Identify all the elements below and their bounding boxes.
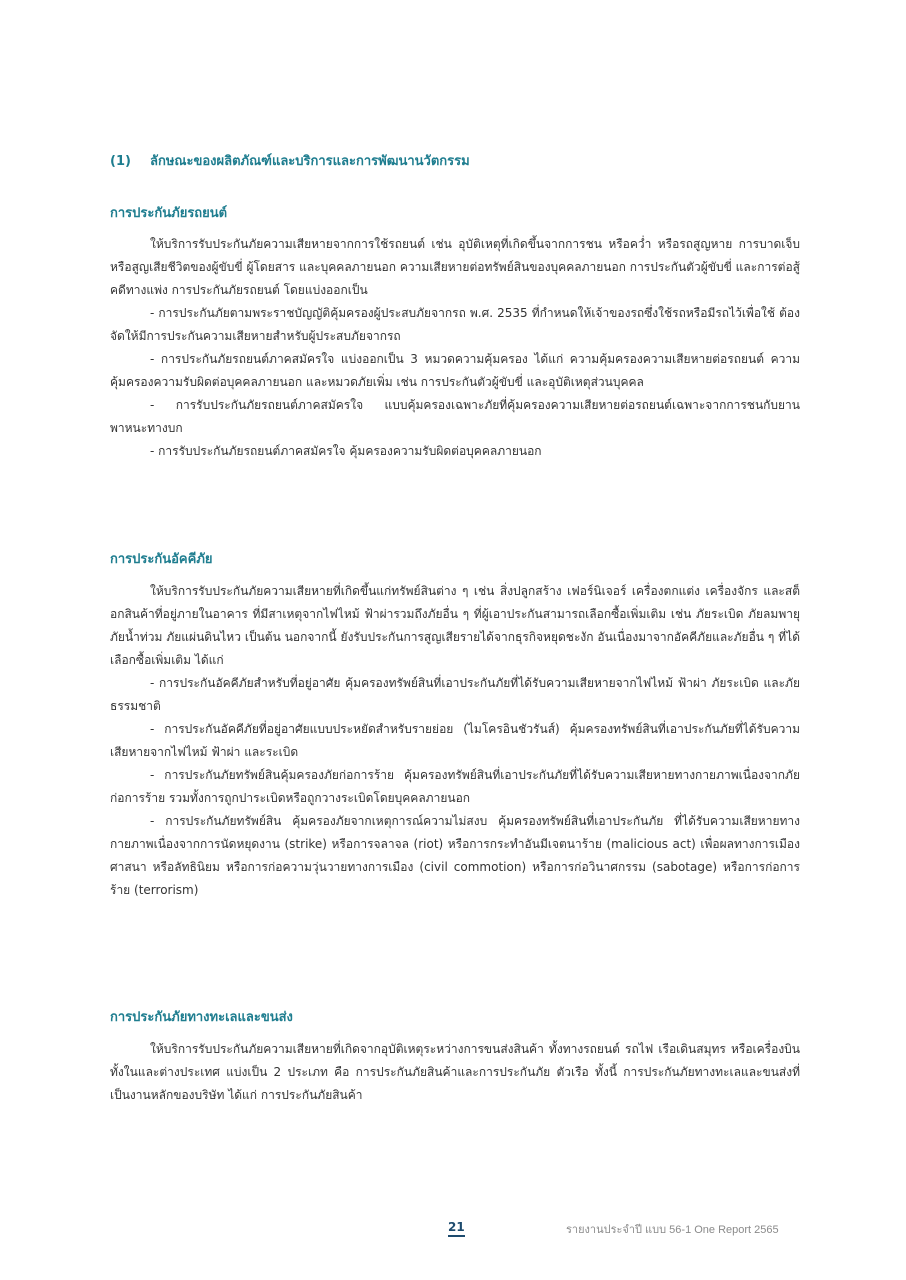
page-number: 21 <box>448 1220 465 1237</box>
section-number: (1) <box>110 154 131 169</box>
footer-report-title: รายงานประจำปี แบบ 56-1 One Report 2565 <box>566 1224 779 1236</box>
fire-paragraph: - การประกันอัคคีภัยสำหรับที่อยู่อาศัย คุ้มครองทรัพย์สินที่เอาประกันภัยที่ได้รับความเสียหายจากไฟไหม้ ฟ้าผ่า ภัยระเบิด และภัยธรรมชาติ <box>110 676 800 713</box>
marine-heading: การประกันภัยทางทะเลและขนส่ง <box>110 1010 293 1025</box>
fire-paragraph: - การประกันภัยทรัพย์สิน คุ้มครองภัยจากเหตุการณ์ความไม่สงบ คุ้มครองทรัพย์สินที่เอาประกันภัย ที่ได้รับความเสียหายทางกายภาพเนื่องจากการนัดหยุดงาน (strike) หรือการจลาจล (riot) หรือการกระทำอันมีเจตนาร้าย (malicious act) เพื่อผลทางการเมือง ศาสนา หรือลัทธินิยม หรือการก่อความวุ่นวายทางการเมือง (civil commotion) หรือการก่อวินาศกรรม (sabotage) หรือการก่อการร้าย (terrorism) <box>110 814 800 897</box>
fire-paragraph: - การประกันภัยทรัพย์สินคุ้มครองภัยก่อการร้าย คุ้มครองทรัพย์สินที่เอาประกันภัยที่ได้รับความเสียหายทางกายภาพเนื่องจากภัยก่อการร้าย รวมทั้งการถูกปาระเบิดหรือถูกวางระเบิดโดยบุคคลภายนอก <box>110 768 800 805</box>
motor-heading: การประกันภัยรถยนต์ <box>110 206 228 221</box>
motor-paragraph: ให้บริการรับประกันภัยความเสียหายจากการใช้รถยนต์ เช่น อุบัติเหตุที่เกิดขึ้นจากการชน หรือคว่ำ หรือรถสูญหาย การบาดเจ็บหรือสูญเสียชีวิตของผู้ขับขี่ ผู้โดยสาร และบุคคลภายนอก ความเสียหายต่อทรัพย์สินของบุคคลภายนอก การประกันตัวผู้ขับขี่ และการต่อสู้คดีทางแพ่ง การประกันภัยรถยนต์ โดยแบ่งออกเป็น <box>110 237 800 297</box>
marine-body <box>110 1038 800 1107</box>
marine-paragraph: ให้บริการรับประกันภัยความเสียหายที่เกิดจากอุบัติเหตุระหว่างการขนส่งสินค้า ทั้งทางรถยนต์ รถไฟ เรือเดินสมุทร หรือเครื่องบิน ทั้งในและต่างประเทศ แบ่งเป็น 2 ประเภท คือ การประกันภัยสินค้าและการประกันภัย ตัวเรือ ทั้งนี้ การประกันภัยทางทะเลและขนส่งที่เป็นงานหลักของบริษัท ได้แก่ การประกันภัยสินค้า <box>110 1042 800 1102</box>
fire-body <box>110 580 800 902</box>
fire-heading: การประกันอัคคีภัย <box>110 552 213 567</box>
motor-paragraph: - การประกันภัยตามพระราชบัญญัติคุ้มครองผู้ประสบภัยจากรถ พ.ศ. 2535 ที่กำหนดให้เจ้าของรถซึ่งใช้รถหรือมีรถไว้เพื่อใช้ ต้องจัดให้มีการประกันความเสียหายสำหรับผู้ประสบภัยจากรถ <box>110 306 800 343</box>
motor-paragraph: - การรับประกันภัยรถยนต์ภาคสมัครใจ แบบคุ้มครองเฉพาะภัยที่คุ้มครองความเสียหายต่อรถยนต์เฉพาะจากการชนกับยานพาหนะทางบก <box>110 398 800 435</box>
fire-paragraph: - การประกันอัคคีภัยที่อยู่อาศัยแบบประหยัดสำหรับรายย่อย (ไมโครอินชัวรันส์) คุ้มครองทรัพย์สินที่เอาประกันภัยที่ได้รับความเสียหายจากไฟไหม้ ฟ้าผ่า และระเบิด <box>110 722 800 759</box>
section-title: ลักษณะของผลิตภัณฑ์และบริการและการพัฒนานวัตกรรม <box>150 154 470 169</box>
section-heading <box>110 150 470 171</box>
motor-paragraph: - การประกันภัยรถยนต์ภาคสมัครใจ แบ่งออกเป็น 3 หมวดความคุ้มครอง ได้แก่ ความคุ้มครองความเสียหายต่อรถยนต์ ความคุ้มครองความรับผิดต่อบุคคลภายนอก และหมวดภัยเพิ่ม เช่น การประกันตัวผู้ขับขี่ และอุบัติเหตุส่วนบุคคล <box>110 352 800 389</box>
fire-paragraph: ให้บริการรับประกันภัยความเสียหายที่เกิดขึ้นแก่ทรัพย์สินต่าง ๆ เช่น สิ่งปลูกสร้าง เฟอร์นิเจอร์ เครื่องตกแต่ง เครื่องจักร และสต็อกสินค้าที่อยู่ภายในอาคาร ที่มีสาเหตุจากไฟไหม้ ฟ้าผ่ารวมถึงภัยอื่น ๆ ที่ผู้เอาประกันสามารถเลือกซื้อเพิ่มเติม เช่น ภัยระเบิด ภัยลมพายุ ภัยน้ำท่วม ภัยแผ่นดินไหว เป็นต้น นอกจากนี้ ยังรับประกันการสูญเสียรายได้จากธุรกิจหยุดชะงัก อันเนื่องมาจากอัคคีภัยและภัยอื่น ๆ ที่ได้เลือกซื้อเพิ่มเติม ได้แก่ <box>110 584 800 667</box>
motor-body <box>110 233 800 463</box>
motor-paragraph: - การรับประกันภัยรถยนต์ภาคสมัครใจ คุ้มครองความรับผิดต่อบุคคลภายนอก <box>150 444 542 458</box>
